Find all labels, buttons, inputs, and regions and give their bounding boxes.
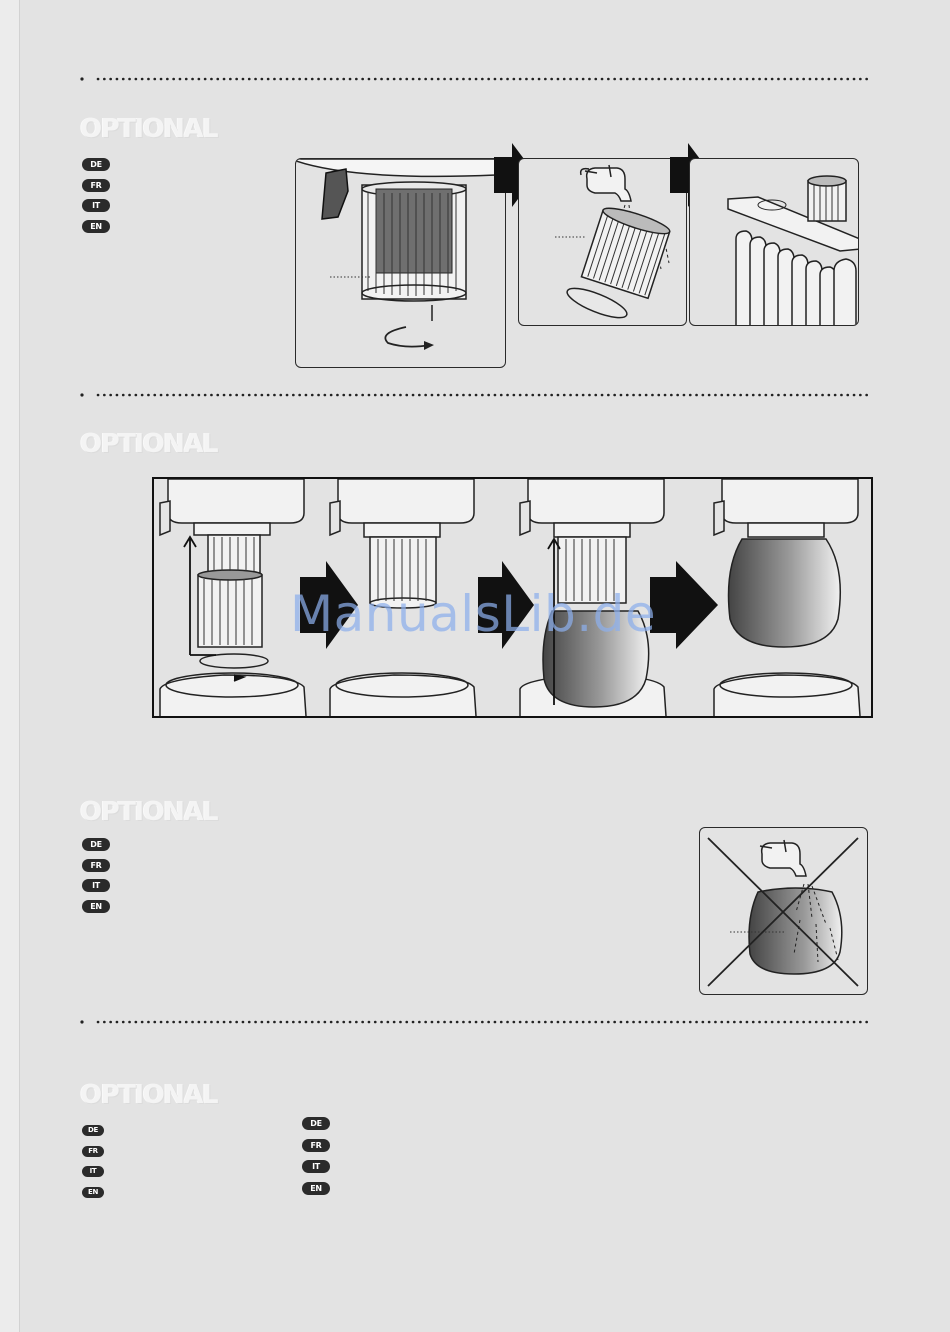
dotted-divider	[80, 393, 872, 397]
illustration-do-not-wash-bag	[699, 827, 868, 995]
language-badge-fr: FR	[82, 859, 110, 872]
language-badge-it: IT	[82, 1166, 104, 1177]
language-badge-fr: FR	[302, 1139, 330, 1152]
section-heading: OPTIONAL	[80, 429, 218, 459]
language-badge-de: DE	[82, 838, 110, 851]
section-heading: OPTIONAL	[80, 114, 218, 144]
section-heading: OPTIONAL	[80, 1080, 218, 1110]
language-list	[82, 154, 110, 236]
language-list-right	[302, 1113, 330, 1199]
illustration-filter-removal	[295, 158, 506, 368]
language-badge-fr: FR	[82, 1146, 104, 1157]
language-badge-de: DE	[82, 1125, 104, 1136]
dotted-divider	[80, 1020, 872, 1024]
language-badge-en: EN	[82, 900, 110, 913]
watermark: ManualsLib.de	[290, 585, 657, 643]
illustration-rinse-filter	[518, 158, 687, 326]
language-list	[82, 834, 110, 916]
language-list	[82, 1119, 104, 1201]
language-badge-en: EN	[82, 220, 110, 233]
dotted-divider	[80, 77, 872, 81]
language-badge-de: DE	[302, 1117, 330, 1130]
language-badge-fr: FR	[82, 179, 110, 192]
page-margin	[0, 0, 20, 1332]
language-badge-en: EN	[82, 1187, 104, 1198]
language-badge-de: DE	[82, 158, 110, 171]
language-badge-it: IT	[302, 1160, 330, 1173]
language-badge-it: IT	[82, 199, 110, 212]
language-badge-en: EN	[302, 1182, 330, 1195]
section-heading: OPTIONAL	[80, 797, 218, 827]
language-badge-it: IT	[82, 879, 110, 892]
illustration-dry-filter	[689, 158, 859, 326]
